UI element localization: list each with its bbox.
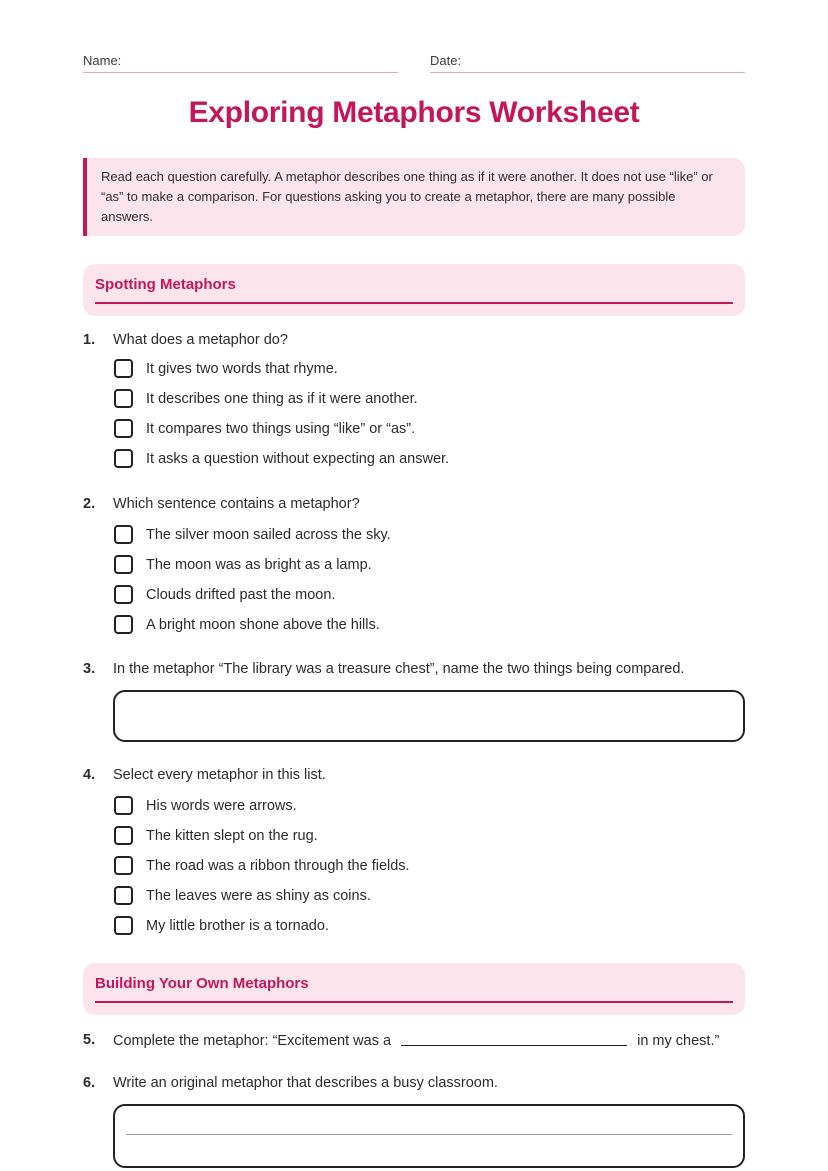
question-text: Select every metaphor in this list.	[113, 767, 326, 783]
question-number: 4.	[83, 767, 96, 783]
section-header-spotting	[83, 264, 745, 316]
answer-box-3[interactable]	[113, 690, 745, 742]
question-text: Which sentence contains a metaphor?	[113, 496, 360, 512]
checkbox[interactable]	[114, 856, 133, 875]
checkbox[interactable]	[114, 389, 133, 408]
checkbox[interactable]	[114, 796, 133, 815]
option-label: His words were arrows.	[146, 798, 297, 814]
checkbox[interactable]	[114, 359, 133, 378]
question-number: 2.	[83, 496, 96, 512]
checkbox[interactable]	[114, 585, 133, 604]
checkbox[interactable]	[114, 886, 133, 905]
question-text: Write an original metaphor that describes a busy classroom.	[113, 1075, 498, 1091]
name-date-row	[83, 52, 745, 74]
checkbox[interactable]	[114, 419, 133, 438]
option-label: My little brother is a tornado.	[146, 918, 329, 934]
question-number: 1.	[83, 332, 96, 348]
checkbox[interactable]	[114, 826, 133, 845]
date-field[interactable]	[430, 52, 745, 73]
section-title: Spotting Metaphors	[95, 276, 733, 304]
option-label: It asks a question without expecting an answer.	[146, 451, 450, 467]
option-label: The moon was as bright as a lamp.	[146, 557, 372, 573]
name-label: Name:	[83, 53, 122, 68]
question-text-before: Complete the metaphor: “Excitement was a	[113, 1033, 392, 1049]
option-label: The silver moon sailed across the sky.	[146, 527, 391, 543]
option-label: It compares two things using “like” or “as”.	[146, 421, 416, 437]
checkbox[interactable]	[114, 525, 133, 544]
question-text: What does a metaphor do?	[113, 332, 288, 348]
option-label: A bright moon shone above the hills.	[146, 617, 380, 633]
question-text: In the metaphor “The library was a treasure chest”, name the two things being compared.	[113, 661, 685, 677]
checkbox[interactable]	[114, 916, 133, 935]
checkbox[interactable]	[114, 615, 133, 634]
section-header-building	[83, 963, 745, 1015]
worksheet-title: Exploring Metaphors Worksheet	[188, 96, 640, 129]
option-label: It describes one thing as if it were another.	[146, 391, 418, 407]
instructions-box: Read each question carefully. A metaphor describes one thing as if it were another. It does not use “like” or “as” to make a comparison. For questions asking you to create a metaphor, there are many possible answers.	[83, 158, 745, 236]
checkbox[interactable]	[114, 555, 133, 574]
question-text-after: in my chest.”	[637, 1033, 720, 1049]
checkbox[interactable]	[114, 449, 133, 468]
question-number: 5.	[83, 1032, 96, 1048]
date-label: Date:	[430, 53, 462, 68]
fill-in-blank[interactable]	[401, 1031, 627, 1046]
answer-box-6[interactable]	[113, 1104, 745, 1168]
name-field[interactable]	[83, 52, 398, 73]
option-label: Clouds drifted past the moon.	[146, 587, 336, 603]
option-label: The kitten slept on the rug.	[146, 828, 318, 844]
question-text	[113, 1031, 719, 1050]
question-number: 6.	[83, 1075, 96, 1091]
writing-line	[126, 1134, 732, 1135]
option-label: The road was a ribbon through the fields.	[146, 858, 410, 874]
option-label: The leaves were as shiny as coins.	[146, 888, 371, 904]
option-label: It gives two words that rhyme.	[146, 361, 338, 377]
question-number: 3.	[83, 661, 96, 677]
section-title: Building Your Own Metaphors	[95, 975, 733, 1003]
